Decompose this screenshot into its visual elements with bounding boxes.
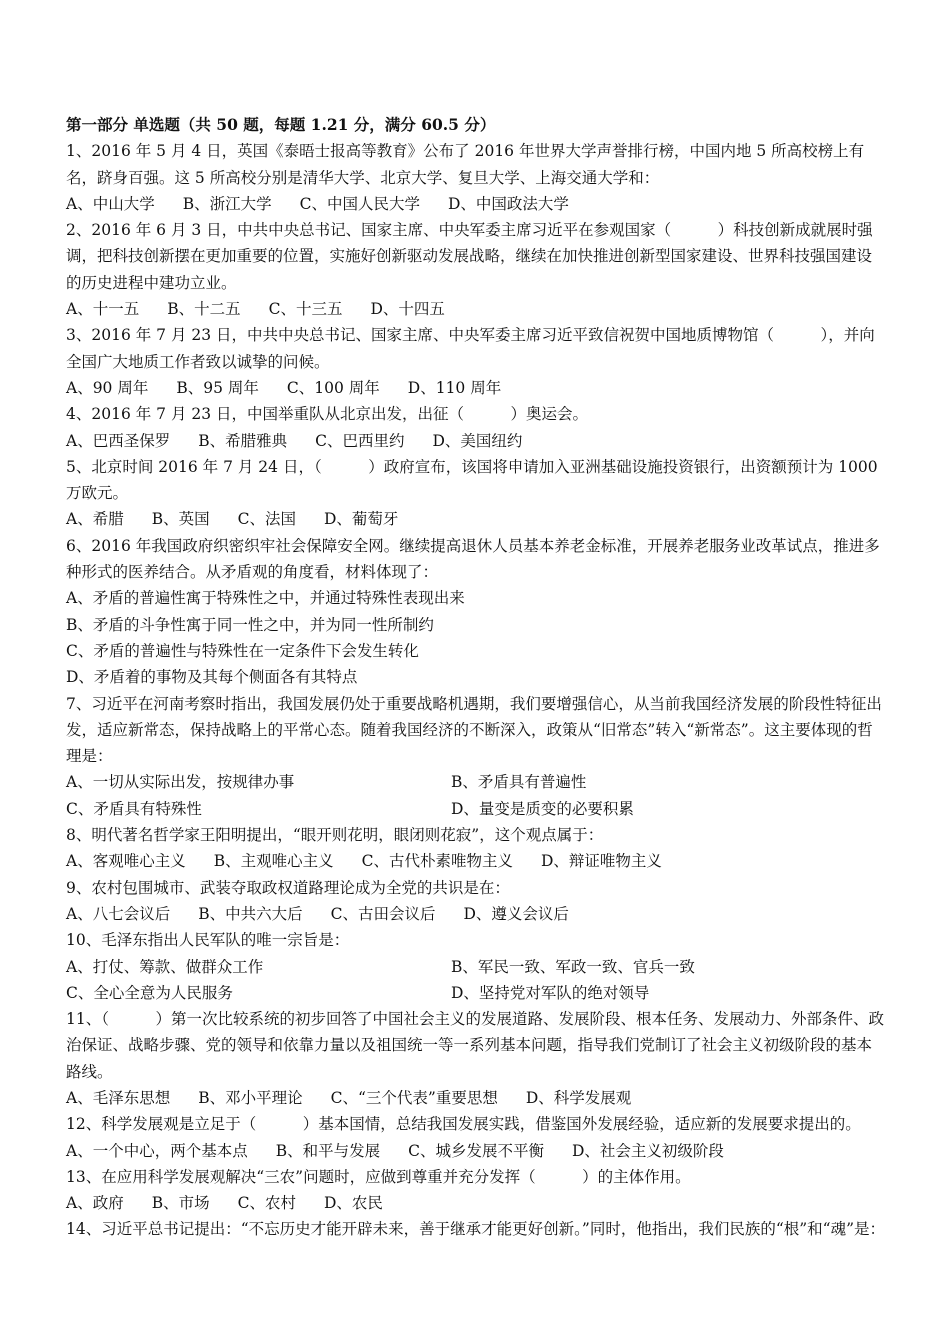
option-c: C、“三个代表”重要思想 — [330, 1088, 498, 1107]
question-13: 13、在应用科学发展观解决“三农”问题时，应做到尊重并充分发挥（ ）的主体作用。 — [66, 1167, 691, 1186]
options-4 — [66, 428, 886, 454]
options-1 — [66, 191, 886, 217]
option-b: B、英国 — [151, 510, 210, 529]
question-1: 1、2016 年 5 月 4 日，英国《泰晤士报高等教育》公布了 2016 年世界大学声誉排行榜，中国内地 5 所高校榜上有名，跻身百强。这 5 所高校分别是清华大学、北京大学、复旦大学、上海交通大学和： — [66, 142, 865, 187]
option-b: B、希腊雅典 — [198, 431, 288, 450]
question-4: 4、2016 年 7 月 23 日，中国举重队从北京出发，出征（ ）奥运会。 — [66, 405, 589, 424]
question-2: 2、2016 年 6 月 3 日，中共中央总书记、国家主席、中央军委主席习近平在参观国家（ ）科技创新成就展时强调，把科技创新摆在更加重要的位置，实施好创新驱动发展战略，继续在加快推进创新型国家建设、世界科技强国建设的历史进程中建功立业。 — [66, 221, 873, 292]
option-c: C、农村 — [237, 1194, 296, 1213]
option-b: B、矛盾具有普遍性 — [451, 773, 587, 792]
option-b: B、矛盾的斗争性寓于同一性之中，并为同一性所制约 — [66, 615, 434, 634]
option-c: C、矛盾具有特殊性 — [66, 799, 202, 818]
option-d: D、十四五 — [370, 300, 445, 319]
option-c: C、矛盾的普遍性与特殊性在一定条件下会发生转化 — [66, 641, 419, 660]
exam-page — [66, 112, 886, 1243]
option-a: A、十一五 — [66, 300, 140, 319]
option-b: B、和平与发展 — [275, 1141, 381, 1160]
option-a: A、一个中心，两个基本点 — [66, 1141, 248, 1160]
option-d: D、美国纽约 — [432, 431, 523, 450]
options-9 — [66, 901, 886, 927]
option-c: C、法国 — [237, 510, 296, 529]
option-a: A、打仗、筹款、做群众工作 — [66, 957, 264, 976]
options-7-row-1 — [66, 769, 886, 795]
option-d: D、科学发展观 — [525, 1088, 632, 1107]
option-d: D、坚持党对军队的绝对领导 — [451, 983, 650, 1002]
option-b: B、95 周年 — [176, 378, 259, 397]
section-heading: 第一部分 单选题（共 50 题，每题 1.21 分，满分 60.5 分） — [66, 115, 496, 134]
option-b: B、邓小平理论 — [198, 1088, 303, 1107]
options-5 — [66, 506, 886, 532]
option-b: B、中共六大后 — [198, 904, 303, 923]
option-c: C、全心全意为人民服务 — [66, 983, 233, 1002]
options-13 — [66, 1190, 886, 1216]
option-c: C、古田会议后 — [330, 904, 436, 923]
question-7: 7、习近平在河南考察时指出，我国发展仍处于重要战略机遇期，我们要增强信心，从当前我国经济发展的阶段性特征出发，适应新常态，保持战略上的平常心态。随着我国经济的不断深入，政策从“旧常态”转入“新常态”。这主要体现的哲理是： — [66, 694, 882, 766]
options-8 — [66, 848, 886, 874]
question-5: 5、北京时间 2016 年 7 月 24 日，（ ）政府宣布，该国将申请加入亚洲基础设施投资银行，出资额预计为 1000 万欧元。 — [66, 457, 878, 503]
question-12: 12、科学发展观是立足于（ ）基本国情，总结我国发展实践，借鉴国外发展经验，适应新的发展要求提出的。 — [66, 1115, 861, 1134]
option-a: A、一切从实际出发，按规律办事 — [66, 773, 295, 792]
option-d: D、中国政法大学 — [447, 194, 569, 213]
option-d: D、矛盾着的事物及其每个侧面各有其特点 — [66, 668, 358, 687]
question-6: 6、2016 年我国政府织密织牢社会保障安全网。继续提高退休人员基本养老金标准，开展养老服务业改革试点，推进多种形式的医养结合。从矛盾观的角度看，材料体现了： — [66, 536, 880, 582]
option-a: A、客观唯心主义 — [66, 852, 186, 871]
option-c: C、城乡发展不平衡 — [408, 1141, 544, 1160]
option-b: B、军民一致、军政一致、官兵一致 — [451, 957, 695, 976]
option-d: D、辩证唯物主义 — [540, 852, 662, 871]
option-d: D、遵义会议后 — [463, 904, 569, 923]
option-b: B、十二五 — [167, 300, 241, 319]
question-10: 10、毛泽东指出人民军队的唯一宗旨是： — [66, 931, 350, 950]
option-a: A、希腊 — [66, 510, 124, 529]
option-b: B、主观唯心主义 — [213, 852, 334, 871]
option-d: D、量变是质变的必要积累 — [451, 799, 634, 818]
options-12 — [66, 1138, 886, 1164]
option-d: D、葡萄牙 — [323, 510, 399, 529]
options-2 — [66, 296, 886, 322]
option-b: B、市场 — [151, 1194, 210, 1213]
option-b: B、浙江大学 — [182, 194, 272, 213]
option-a: A、巴西圣保罗 — [66, 431, 171, 450]
option-c: C、古代朴素唯物主义 — [361, 852, 513, 871]
question-11: 11、（ ）第一次比较系统的初步回答了中国社会主义的发展道路、发展阶段、根本任务、发展动力、外部条件、政治保证、战略步骤、党的领导和依靠力量以及祖国统一等一系列基本问题，指导我们党制订了社会主义初级阶段的基本路线。 — [66, 1010, 884, 1081]
option-a: A、毛泽东思想 — [66, 1088, 171, 1107]
option-a: A、政府 — [66, 1194, 124, 1213]
option-c: C、中国人民大学 — [299, 194, 420, 213]
options-10-row-1 — [66, 954, 886, 980]
option-d: D、社会主义初级阶段 — [571, 1141, 724, 1160]
options-11 — [66, 1085, 886, 1111]
question-9: 9、农村包围城市、武装夺取政权道路理论成为全党的共识是在： — [66, 878, 510, 897]
question-14: 14、习近平总书记提出：“不忘历史才能开辟未来，善于继承才能更好创新。”同时，他指出，我们民族的“根”和“魂”是： — [66, 1220, 886, 1239]
option-a: A、矛盾的普遍性寓于特殊性之中，并通过特殊性表现出来 — [66, 589, 465, 608]
options-7-row-2 — [66, 796, 886, 822]
option-a: A、中山大学 — [66, 194, 155, 213]
option-d: D、农民 — [323, 1194, 383, 1213]
options-10-row-2 — [66, 980, 886, 1006]
options-3 — [66, 375, 886, 401]
question-8: 8、明代著名哲学家王阳明提出，“眼开则花明，眼闭则花寂”，这个观点属于： — [66, 826, 604, 845]
option-a: A、八七会议后 — [66, 904, 171, 923]
option-a: A、90 周年 — [66, 378, 149, 397]
option-c: C、巴西里约 — [315, 431, 405, 450]
option-c: C、100 周年 — [286, 378, 380, 397]
question-3: 3、2016 年 7 月 23 日，中共中央总书记、国家主席、中央军委主席习近平致信祝贺中国地质博物馆（ ），并向全国广大地质工作者致以诚挚的问候。 — [66, 326, 875, 371]
option-d: D、110 周年 — [407, 378, 502, 397]
option-c: C、十三五 — [268, 300, 343, 319]
